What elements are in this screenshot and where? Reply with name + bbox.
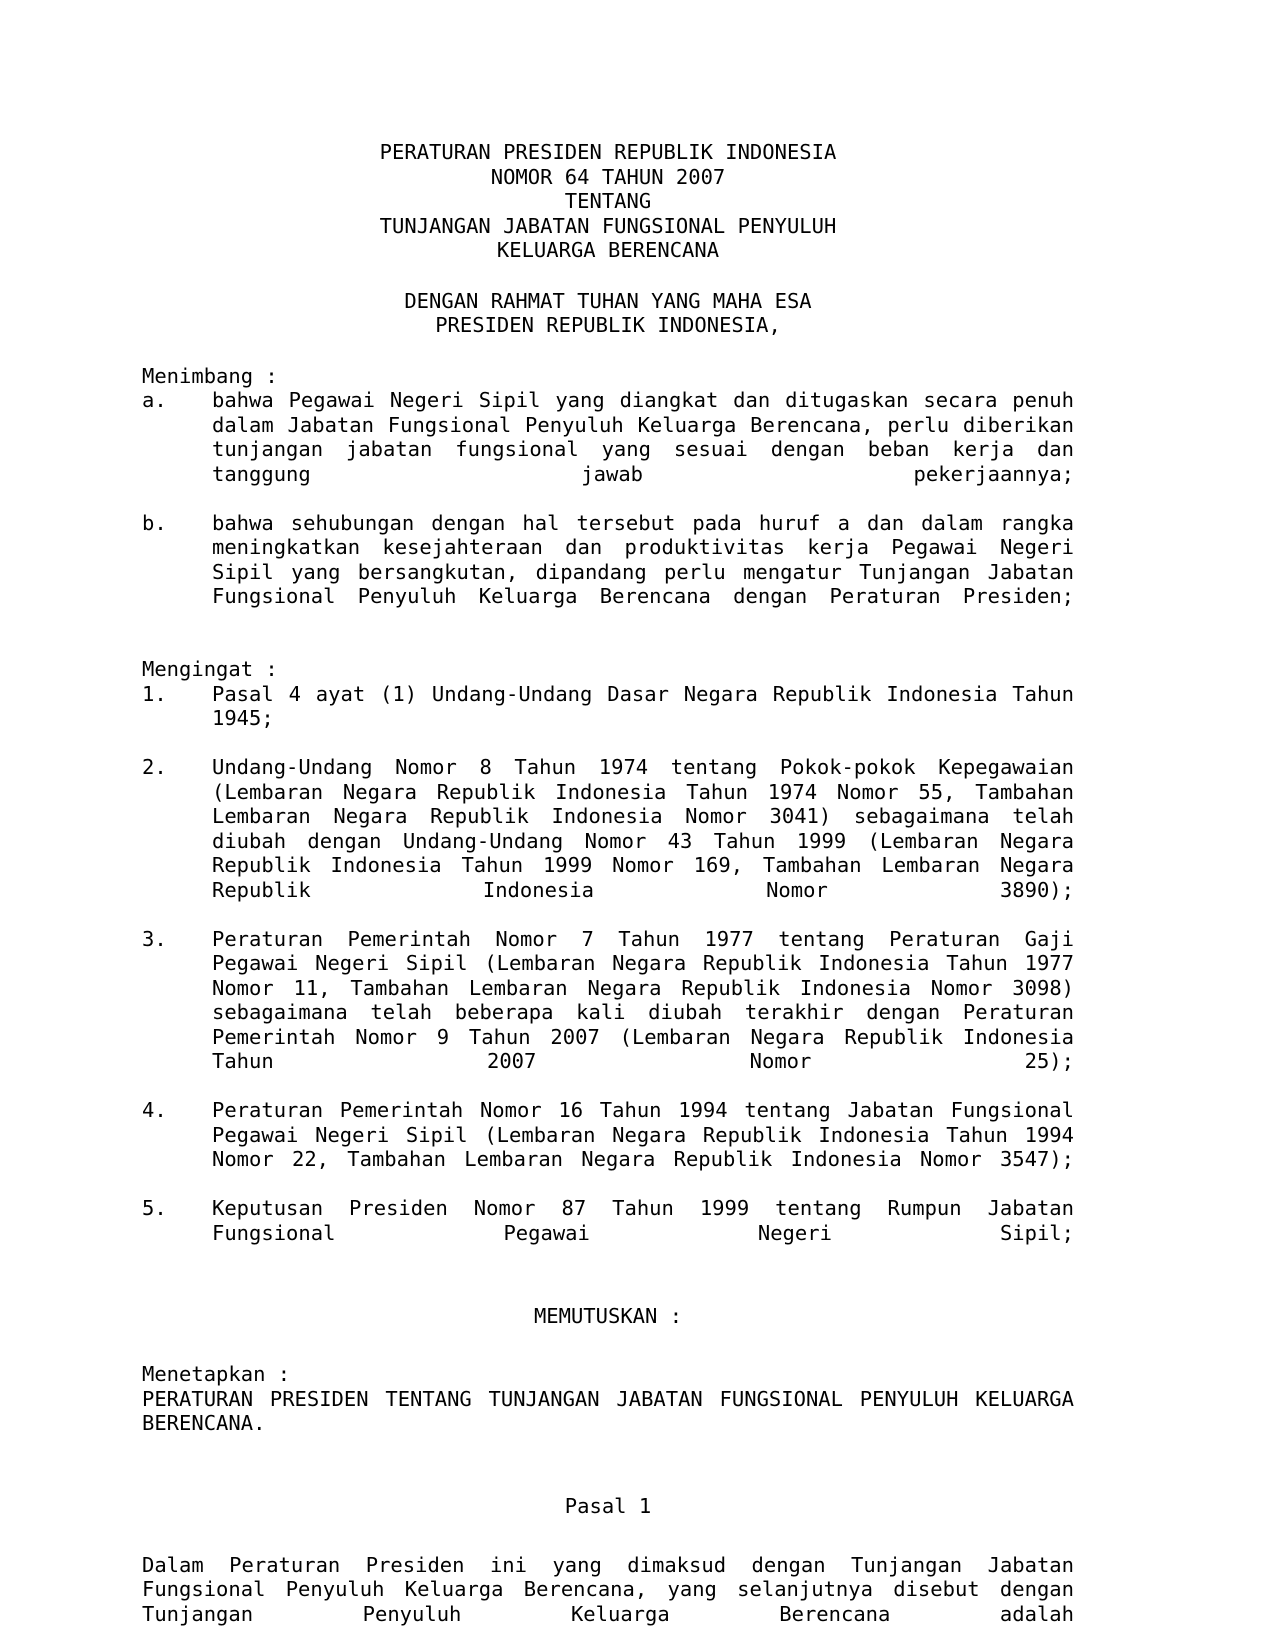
invocation-block (142, 289, 1074, 338)
considering-item (142, 388, 1074, 511)
list-marker: 2. (142, 755, 167, 779)
list-item-text: Keputusan Presiden Nomor 87 Tahun 1999 tentang Rumpun Jabatan Fungsional Pegawai Negeri Sipil; (212, 1196, 1074, 1245)
article-body-text: Dalam Peraturan Presiden ini yang dimaksud dengan Tunjangan Jabatan Fungsional Penyuluh Keluarga Berencana, yang selanjutnya disebut dengan Tunjangan Penyuluh Keluarga Berencana adalah (142, 1552, 1074, 1626)
establishing-label: Menetapkan : (142, 1362, 291, 1386)
decides-heading: MEMUTUSKAN : (533, 1303, 683, 1328)
considering-item (142, 511, 1074, 634)
spacer (142, 633, 1074, 657)
list-marker: 1. (142, 681, 167, 706)
title-line-2: NOMOR 64 TAHUN 2007 (490, 164, 726, 189)
invocation-line-2: PRESIDEN REPUBLIK INDONESIA, (435, 313, 781, 337)
list-item-text: bahwa sehubungan dengan hal tersebut pada huruf a dan dalam rangka meningkatkan kesejahteraan dan produktivitas kerja Pegawai Negeri Sipil yang bersangkutan, dipandang perlu mengatur Tunjangan Jabatan Fungsional Penyuluh Keluarga Berencana dengan Peraturan Presiden; (212, 510, 1074, 608)
establishing-text: PERATURAN PRESIDEN TENTANG TUNJANGAN JABATAN FUNGSIONAL PENYULUH KELUARGA BERENCANA. (142, 1386, 1074, 1435)
recalling-item (142, 755, 1074, 927)
list-item-text: Pasal 4 ayat (1) Undang-Undang Dasar Negara Republik Indonesia Tahun 1945; (212, 681, 1074, 730)
recalling-item (142, 1098, 1074, 1196)
recalling-item (142, 682, 1074, 756)
invocation-line-1: DENGAN RAHMAT TUHAN YANG MAHA ESA (404, 288, 812, 313)
spacer (142, 1270, 1074, 1304)
title-line-4: TUNJANGAN JABATAN FUNGSIONAL PENYULUH (379, 213, 837, 238)
considering-label: Menimbang : (142, 363, 278, 388)
document-title-block (142, 140, 1074, 263)
list-marker: 5. (142, 1196, 167, 1220)
recalling-item (142, 927, 1074, 1099)
spacer (142, 263, 1074, 289)
list-item-text: Undang-Undang Nomor 8 Tahun 1974 tentang Pokok-pokok Kepegawaian (Lembaran Negara Republik Indonesia Tahun 1974 Nomor 55, Tambahan Lembaran Negara Republik Indonesia Nomor 3041) sebagaimana telah diubah dengan Undang-Undang Nomor 43 Tahun 1999 (Lembaran Negara Republik Indonesia Tahun 1999 Nomor 169, Tambahan Lembaran Negara Republik Indonesia Nomor 3890); (212, 755, 1074, 902)
spacer (142, 338, 1074, 364)
recalling-label: Mengingat : (142, 657, 278, 681)
title-line-3: TENTANG (564, 189, 652, 213)
document-content (142, 140, 1074, 1651)
spacer (142, 1328, 1074, 1362)
list-marker: a. (142, 388, 167, 412)
list-item-text: Peraturan Pemerintah Nomor 16 Tahun 1994 tentang Jabatan Fungsional Pegawai Negeri Sipil (Lembaran Negara Republik Indonesia Tahun 1994 Nomor 22, Tambahan Lembaran Negara Republik Indonesia Nomor 3547); (212, 1098, 1074, 1171)
title-line-1: PERATURAN PRESIDEN REPUBLIK INDONESIA (379, 140, 837, 164)
spacer (142, 1519, 1074, 1553)
list-item-text: Peraturan Pemerintah Nomor 7 Tahun 1977 tentang Peraturan Gaji Pegawai Negeri Sipil (Lembaran Negara Republik Indonesia Tahun 1977 Nomor 11, Tambahan Lembaran Negara Republik Indonesia Nomor 3098) sebagaimana telah beberapa kali diubah terakhir dengan Peraturan Pemerintah Nomor 9 Tahun 2007 (Lembaran Negara Republik Indonesia Tahun 2007 Nomor 25); (212, 926, 1074, 1073)
list-marker: b. (142, 510, 167, 535)
article-heading: Pasal 1 (564, 1494, 652, 1518)
title-line-5: KELUARGA BERENCANA (496, 238, 720, 262)
list-item-text: bahwa Pegawai Negeri Sipil yang diangkat dan ditugaskan secara penuh dalam Jabatan Fungsional Penyuluh Keluarga Berencana, perlu diberikan tunjangan jabatan fungsional yang sesuai dengan beban kerja dan tanggung jawab pekerjaannya; (212, 388, 1074, 486)
spacer (142, 1460, 1074, 1494)
recalling-item (142, 1196, 1074, 1270)
list-marker: 3. (142, 926, 167, 951)
list-marker: 4. (142, 1098, 167, 1122)
